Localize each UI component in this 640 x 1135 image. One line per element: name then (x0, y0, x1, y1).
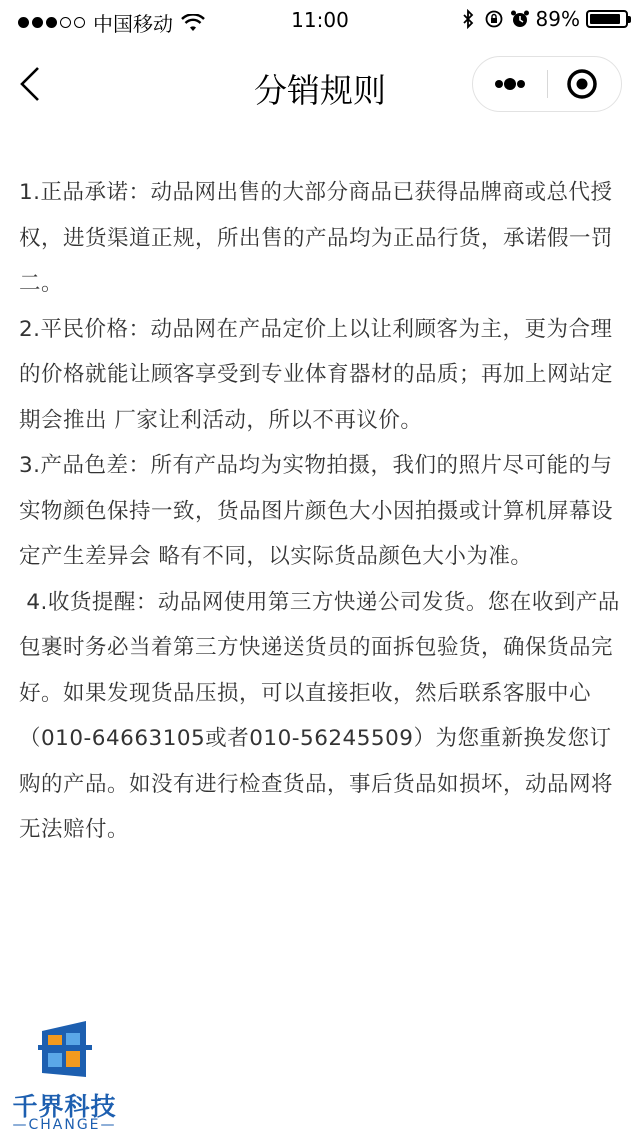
battery-percent: 89% (535, 7, 580, 31)
battery-icon (586, 10, 628, 28)
battery-level (590, 14, 620, 24)
rotation-lock-icon (484, 9, 504, 29)
rule-paragraph-2: 2.平民价格：动品网在产品定价上以让利顾客为主，更为合理的价格就能让顾客享受到专业体育器材的品质；再加上网站定期会推出 厂家让利活动，所以不再议价。 (19, 316, 614, 433)
more-dots-icon[interactable] (473, 57, 547, 111)
logo-subtitle: —CHANGE— (12, 1117, 117, 1133)
logo-window-icon (2, 1015, 127, 1087)
carrier-name: 中国移动 (93, 12, 173, 36)
status-time: 11:00 (291, 8, 349, 32)
mini-program-capsule (472, 56, 622, 112)
page-title: 分销规则 (254, 71, 386, 110)
watermark-logo (2, 1015, 127, 1135)
logo-name: 千界科技 (12, 1092, 117, 1121)
rule-paragraph-4: 4.收货提醒：动品网使用第三方快递公司发货。您在收到产品包裹时务必当着第三方快递送货员的面拆包验货，确保货品完好。如果发现货品压损，可以直接拒收，然后联系客服中心（010-64663105或者010-56245509）为您重新换发您订购的产品。如没有进行检查货品，事后货品如损坏，动品网将无法赔付。 (19, 589, 620, 842)
rules-content (19, 170, 624, 853)
status-right (458, 7, 628, 31)
rule-paragraph-1: 1.正品承诺：动品网出售的大部分商品已获得品牌商或总代授权，进货渠道正规，所出售的产品均为正品行货，承诺假一罚二。 (19, 180, 614, 296)
nav-bar (0, 40, 640, 130)
status-bar (0, 0, 640, 40)
alarm-icon (510, 9, 530, 29)
rule-paragraph-3: 3.产品色差：所有产品均为实物拍摄，我们的照片尽可能的与实物颜色保持一致，货品图片颜色大小因拍摄或计算机屏幕设定产生差异会 略有不同，以实际货品颜色大小为准。 (19, 453, 614, 569)
bluetooth-icon (458, 9, 478, 29)
target-close-icon[interactable] (548, 57, 622, 111)
